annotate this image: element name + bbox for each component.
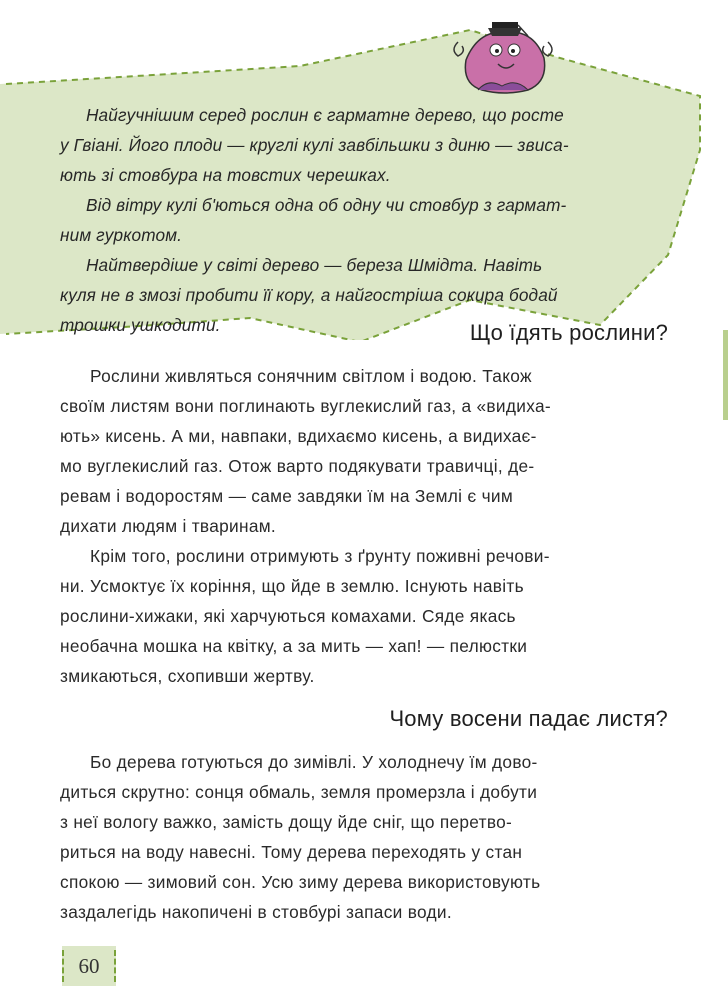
text-line: спокою — зимовий сон. Усю зиму дерева використовують [60, 872, 541, 892]
text-line: ни. Усмоктує їх коріння, що йде в землю. Існують навіть [60, 576, 524, 596]
text-line: рослини-хижаки, які харчуються комахами. Сяде якась [60, 606, 516, 626]
note-line: Найтвердіше у світі дерево — береза Шмідта. Навіть [86, 255, 543, 275]
section-heading: Що їдять рослини? [469, 320, 668, 345]
note-line: Найгучнішим серед рослин є гарматне дерево, що росте [86, 105, 564, 125]
text-line: риться на воду навесні. Тому дерева переходять у стан [60, 842, 523, 862]
text-line: ревам і водоростям — саме завдяки їм на Землі є чим [60, 486, 514, 506]
section-body [60, 747, 665, 927]
text-line: Крім того, рослини отримують з ґрунту поживні речови- [90, 546, 550, 566]
text-line: з неї вологу важко, замість дощу йде сніг, що перетво- [60, 812, 513, 832]
text-line: дихати людям і тваринам. [60, 516, 277, 536]
text-line: необачна мошка на квітку, а за мить — хап! — пелюстки [60, 636, 528, 656]
page-number: 60 [78, 954, 100, 978]
note-line: у Гвіані. Його плоди — круглі кулі завбільшки з диню — звиса- [60, 135, 569, 155]
section-body [60, 361, 665, 691]
note-line: трошки ушкодити. [60, 315, 221, 335]
note-line: ють зі стовбура на товстих черешках. [60, 165, 391, 185]
text-line: своїм листям вони поглинають вуглекислий газ, а «видиха- [60, 396, 551, 416]
text-line: Рослини живляться сонячним світлом і водою. Також [90, 366, 532, 386]
text-line: ють» кисень. А ми, навпаки, вдихаємо кисень, а видихає- [60, 426, 537, 446]
page-number-box [62, 946, 116, 986]
text-line: диться скрутно: сонця обмаль, земля промерзла і добути [60, 782, 538, 802]
page-edge-accent [723, 330, 728, 420]
text-line: змикаються, схопивши жертву. [60, 666, 315, 686]
text-line: заздалегідь накопичені в стовбурі запаси води. [60, 902, 452, 922]
note-line: ним гуркотом. [60, 225, 183, 245]
note-line: Від вітру кулі б'ються одна об одну чи стовбур з гармат- [86, 195, 567, 215]
text-line: Бо дерева готуються до зимівлі. У холоднечу їм дово- [90, 752, 538, 772]
note-line: куля не в змозі пробити її кору, а найгостріша сокира бодай [60, 285, 558, 305]
section-heading: Чому восени падає листя? [389, 706, 668, 731]
text-line: мо вуглекислий газ. Отож варто подякувати травичці, де- [60, 456, 535, 476]
fun-facts-note [60, 100, 661, 340]
professor-monster-icon [448, 20, 558, 94]
